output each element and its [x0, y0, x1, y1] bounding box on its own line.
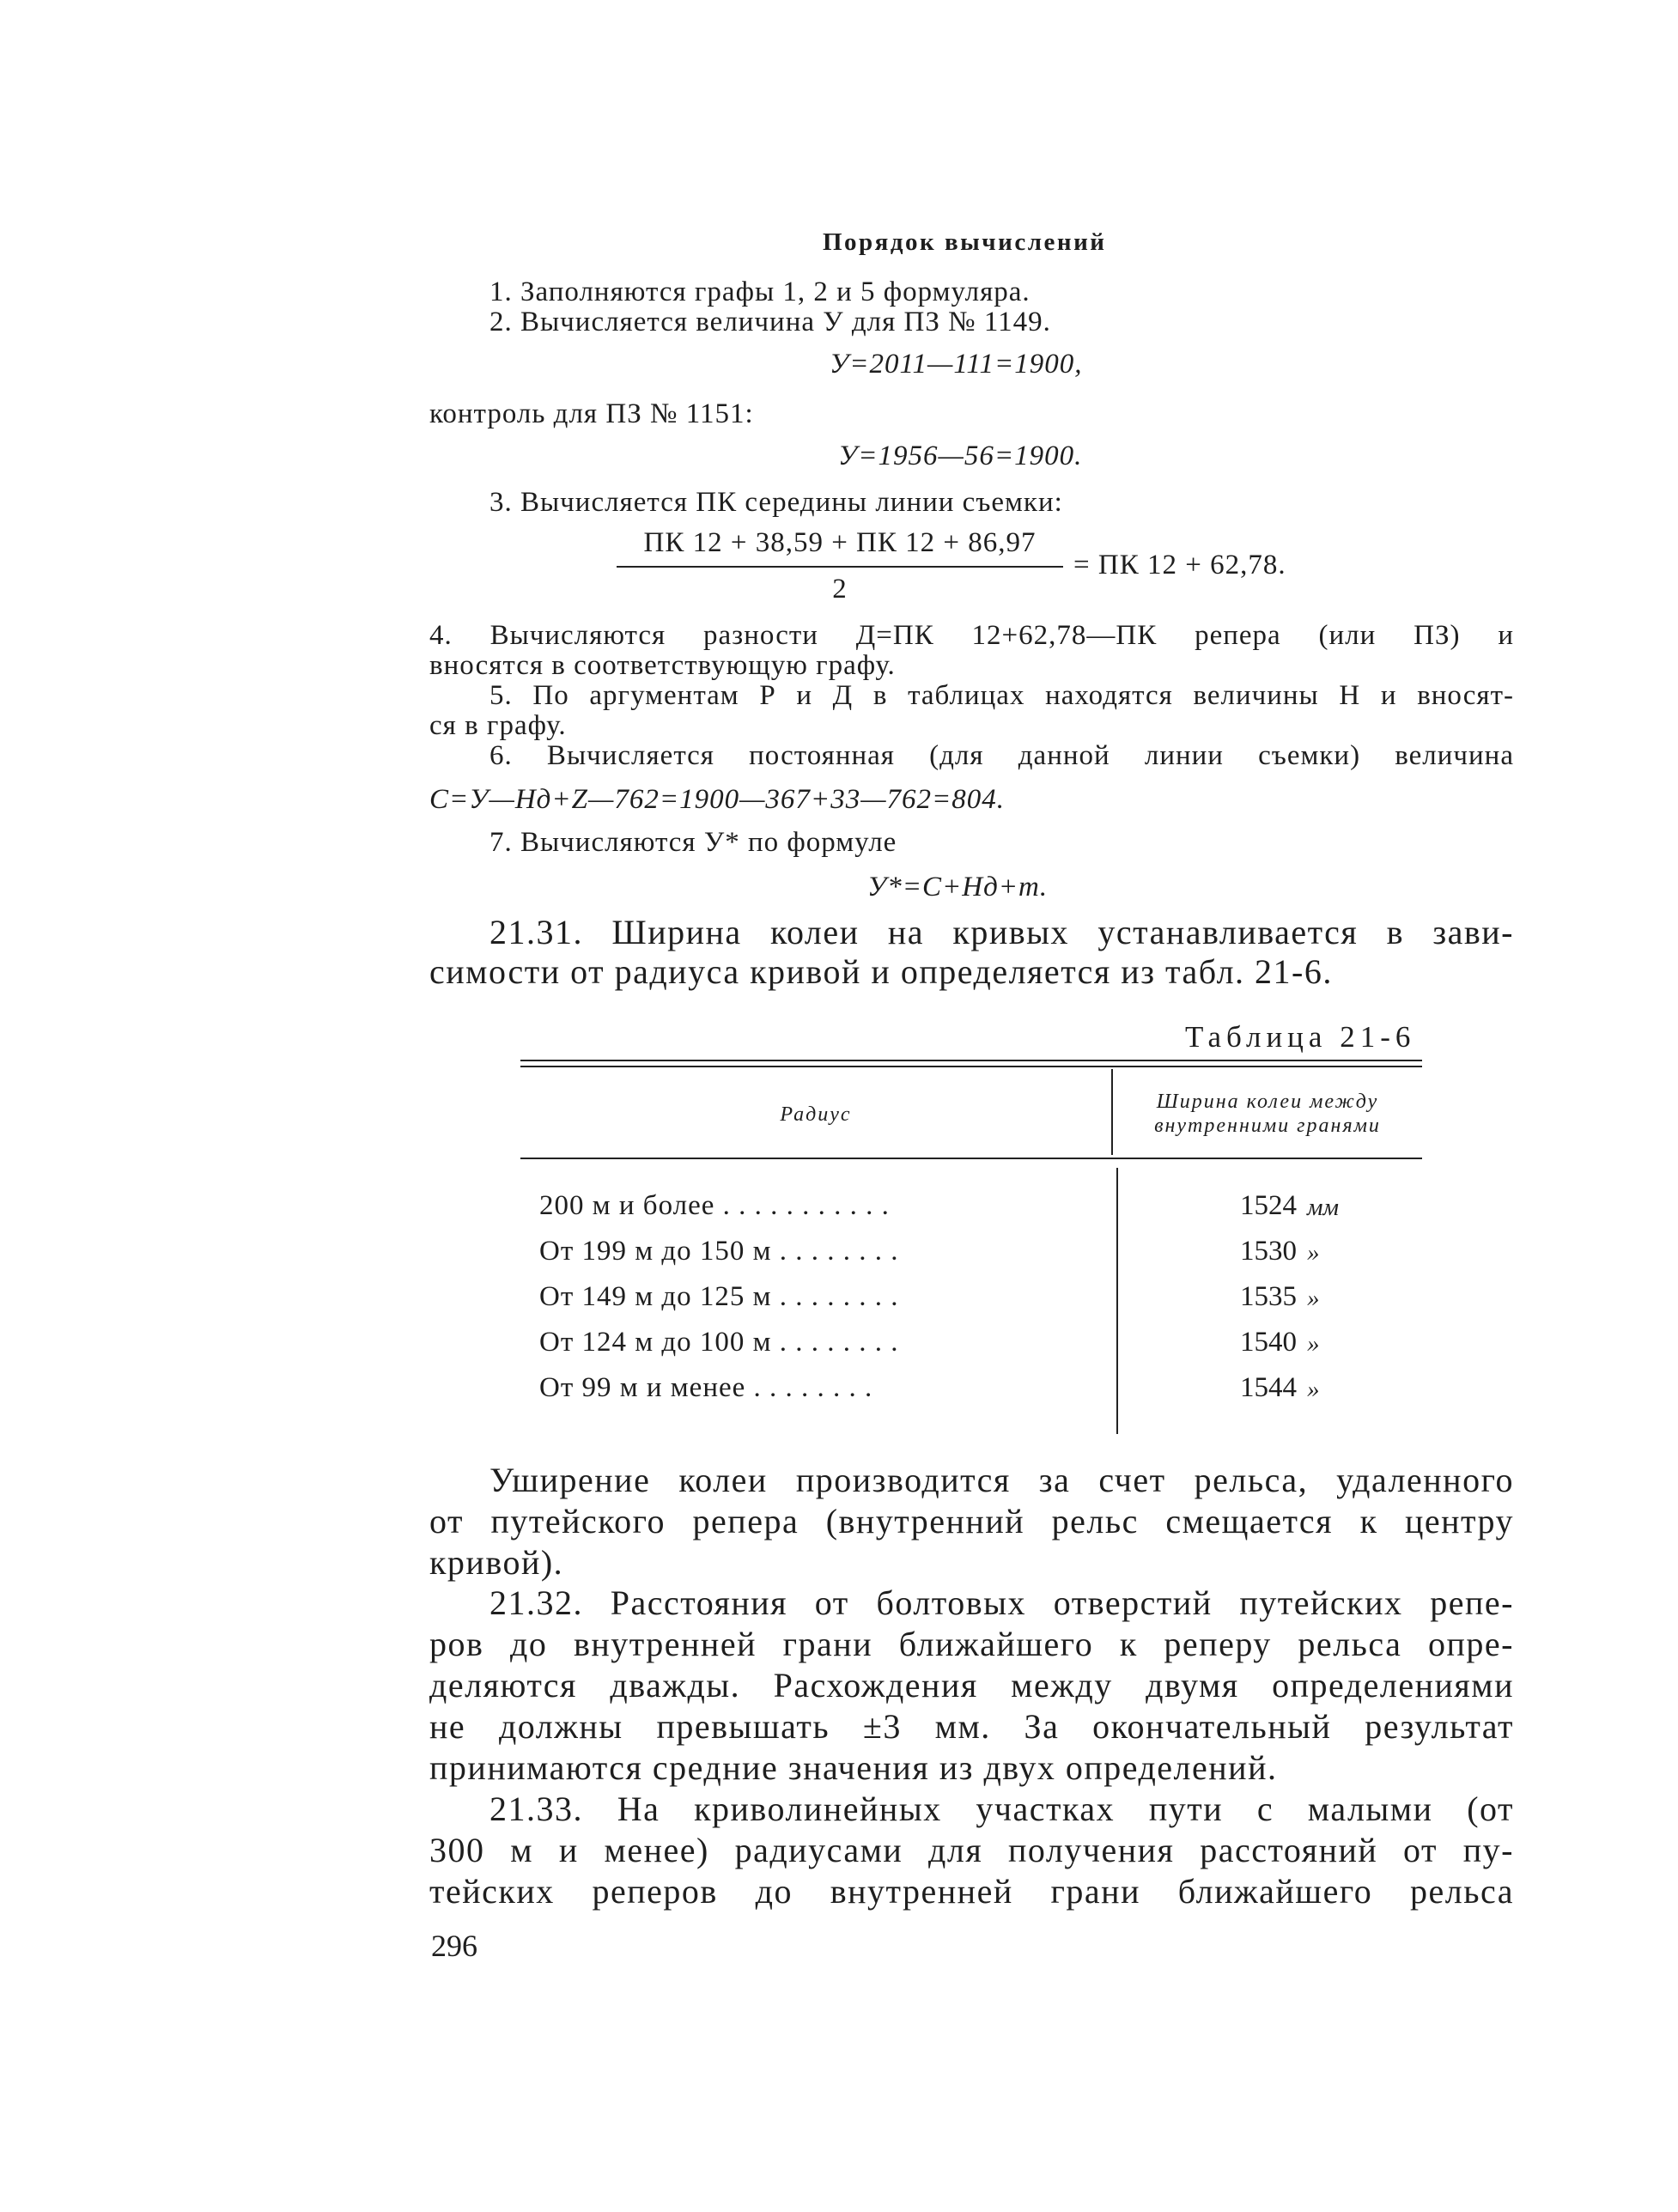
- para-21-33-line-1: 21.33. На криволинейных участках пути с малыми (от: [489, 1790, 1514, 1828]
- table-row-5-label: От 99 м и менее . . . . . . . .: [539, 1372, 873, 1403]
- formula-2: У=1956—56=1900.: [838, 441, 1083, 471]
- para-21-31-line-1: 21.31. Ширина колеи на кривых устанавливается в зави-: [489, 913, 1514, 951]
- table-row-5-unit: »: [1307, 1376, 1320, 1403]
- table-row-1-label: 200 м и более . . . . . . . . . . .: [539, 1190, 890, 1221]
- table-row-5-value: 1544: [1240, 1372, 1297, 1403]
- table-row-4-unit: »: [1307, 1330, 1320, 1358]
- table-row-1-unit: мм: [1307, 1194, 1340, 1221]
- para-21-33-line-3: тейских реперов до внутренней грани ближайшего рельса: [429, 1872, 1514, 1911]
- para-21-32-line-3: деляются дважды. Расхождения между двумя определениями: [429, 1666, 1514, 1705]
- table-header-rule: [520, 1158, 1422, 1159]
- para-21-32-line-4: не должны превышать ±3 мм. За окончательный результат: [429, 1707, 1514, 1746]
- table-row-3-unit: »: [1307, 1285, 1320, 1312]
- table-top-rule: [520, 1060, 1422, 1061]
- para-21-32-line-2: ров до внутренней грани ближайшего к реперу рельса опре-: [429, 1625, 1514, 1663]
- para-widening-line-3: кривой).: [429, 1543, 564, 1582]
- formula-1: У=2011—111=1900,: [830, 349, 1083, 380]
- step-4-line-2: вносятся в соответствующую графу.: [429, 650, 896, 681]
- fraction-bar: [617, 566, 1063, 568]
- table-top-rule-inner: [520, 1066, 1422, 1067]
- para-21-32-line-1: 21.32. Расстояния от болтовых отверстий путейских репе-: [489, 1583, 1514, 1622]
- table-row-1-value: 1524: [1240, 1190, 1297, 1221]
- section-heading: Порядок вычислений: [823, 228, 1107, 256]
- formula-3: У*=С+Hд+m.: [867, 872, 1049, 902]
- step-5-line-2: ся в графу.: [429, 710, 567, 741]
- step-4-line-1: 4. Вычисляются разности Д=ПК 12+62,78—ПК репера (или ПЗ) и: [429, 620, 1514, 651]
- step-1: 1. Заполняются графы 1, 2 и 5 формуляра.: [489, 276, 1031, 307]
- para-21-33-line-2: 300 м и менее) радиусами для получения расстояний от пу-: [429, 1831, 1514, 1869]
- page-number: 296: [431, 1929, 477, 1963]
- para-widening-line-1: Уширение колеи производится за счет рельса, удаленного: [489, 1461, 1514, 1499]
- table-row-4-value: 1540: [1240, 1327, 1297, 1358]
- table-row-2-value: 1530: [1240, 1236, 1297, 1267]
- fraction-result: = ПК 12 + 62,78.: [1073, 550, 1286, 580]
- step-6-line-2: С=У—Hд+Z—762=1900—367+33—762=804.: [429, 784, 1006, 815]
- para-21-32-line-5: принимаются средние значения из двух определений.: [429, 1748, 1278, 1787]
- table-row-2-label: От 199 м до 150 м . . . . . . . .: [539, 1236, 899, 1267]
- step-5-line-1: 5. По аргументам Р и Д в таблицах находятся величины Н и вносят-: [489, 680, 1514, 711]
- table-row-2-unit: »: [1307, 1239, 1320, 1267]
- step-6-line-1: 6. Вычисляется постоянная (для данной линии съемки) величина: [489, 740, 1514, 771]
- table-caption: Таблица 21-6: [1185, 1020, 1416, 1054]
- table-col2-header-line-2: внутренними гранями: [1154, 1115, 1381, 1137]
- table-row-4-label: От 124 м до 100 м . . . . . . . .: [539, 1327, 899, 1358]
- table-row-3-value: 1535: [1240, 1281, 1297, 1312]
- fraction-denominator: 2: [832, 574, 848, 605]
- table-row-3-label: От 149 м до 125 м . . . . . . . .: [539, 1281, 899, 1312]
- fraction-numerator: ПК 12 + 38,59 + ПК 12 + 86,97: [643, 527, 1037, 558]
- step-3: 3. Вычисляется ПК середины линии съемки:: [489, 487, 1063, 518]
- table-col1-header: Радиус: [780, 1103, 852, 1126]
- control-line: контроль для ПЗ № 1151:: [429, 398, 754, 429]
- step-2: 2. Вычисляется величина У для ПЗ № 1149.: [489, 307, 1051, 337]
- para-widening-line-2: от путейского репера (внутренний рельс смещается к центру: [429, 1502, 1514, 1540]
- table-body-divider: [1116, 1168, 1118, 1434]
- para-21-31-line-2: симости от радиуса кривой и определяется из табл. 21-6.: [429, 952, 1333, 991]
- step-7: 7. Вычисляются У* по формуле: [489, 827, 897, 858]
- table-col2-header-line-1: Ширина колеи между: [1156, 1091, 1379, 1113]
